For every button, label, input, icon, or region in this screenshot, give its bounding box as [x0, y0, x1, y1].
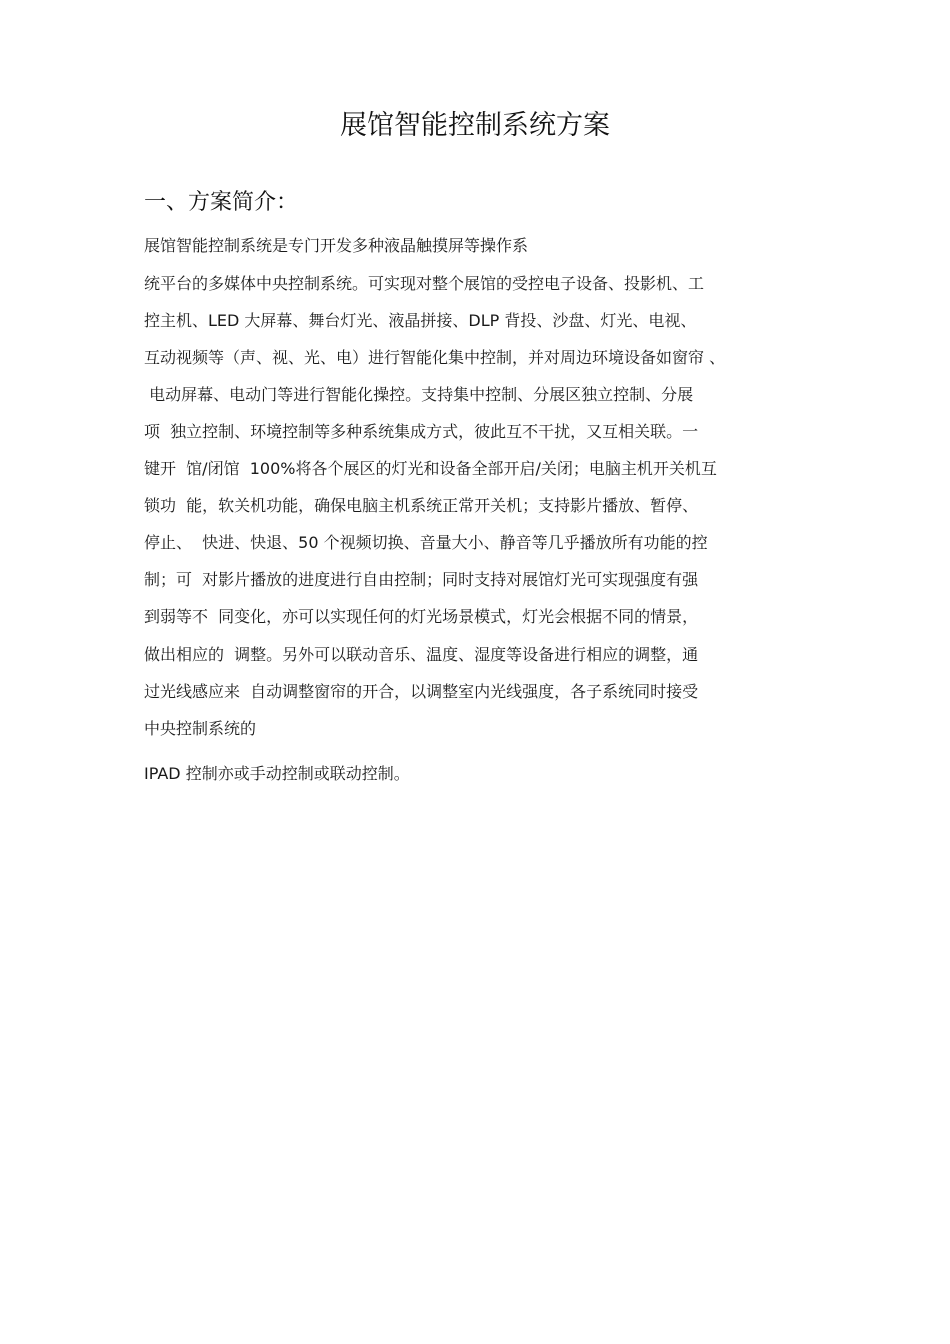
paragraph-line: 控主机、LED 大屏幕、舞台灯光、液晶拼接、DLP 背投、沙盘、灯光、电视、	[144, 311, 697, 330]
paragraph-line: 键开 馆/闭馆 100%将各个展区的灯光和设备全部开启/关闭；电脑主机开关机互	[144, 459, 717, 478]
paragraph-line: 停止、 快进、快退、50 个视频切换、音量大小、静音等几乎播放所有功能的控	[144, 533, 708, 552]
document-title: 展馆智能控制系统方案	[340, 110, 610, 141]
paragraph-line: 统平台的多媒体中央控制系统。可实现对整个展馆的受控电子设备、投影机、工	[144, 274, 705, 293]
paragraph-line: 制；可 对影片播放的进度进行自由控制；同时支持对展馆灯光可实现强度有强	[144, 570, 699, 589]
paragraph-line: 电动屏幕、电动门等进行智能化操控。支持集中控制、分展区独立控制、分展	[144, 385, 694, 404]
paragraph-line: 做出相应的 调整。另外可以联动音乐、温度、湿度等设备进行相应的调整，通	[144, 645, 699, 664]
paragraph-line: 项 独立控制、环境控制等多种系统集成方式，彼此互不干扰，又互相关联。一	[144, 422, 699, 441]
paragraph-line: 展馆智能控制系统是专门开发多种液晶触摸屏等操作系	[144, 236, 529, 255]
paragraph-line: IPAD 控制亦或手动控制或联动控制。	[144, 764, 410, 783]
section-heading: 一、方案简介：	[144, 190, 299, 215]
paragraph-line: 互动视频等（声、视、光、电）进行智能化集中控制，并对周边环境设备如窗帘 、	[144, 348, 726, 367]
paragraph-line: 过光线感应来 自动调整窗帘的开合，以调整室内光线强度，各子系统同时接受	[144, 682, 699, 701]
paragraph-line: 锁功 能，软关机功能，确保电脑主机系统正常开关机；支持影片播放、暂停、	[144, 496, 699, 515]
paragraph-line: 到弱等不 同变化，亦可以实现任何的灯光场景模式，灯光会根据不同的情景，	[144, 607, 699, 626]
paragraph-line: 中央控制系统的	[144, 719, 257, 738]
